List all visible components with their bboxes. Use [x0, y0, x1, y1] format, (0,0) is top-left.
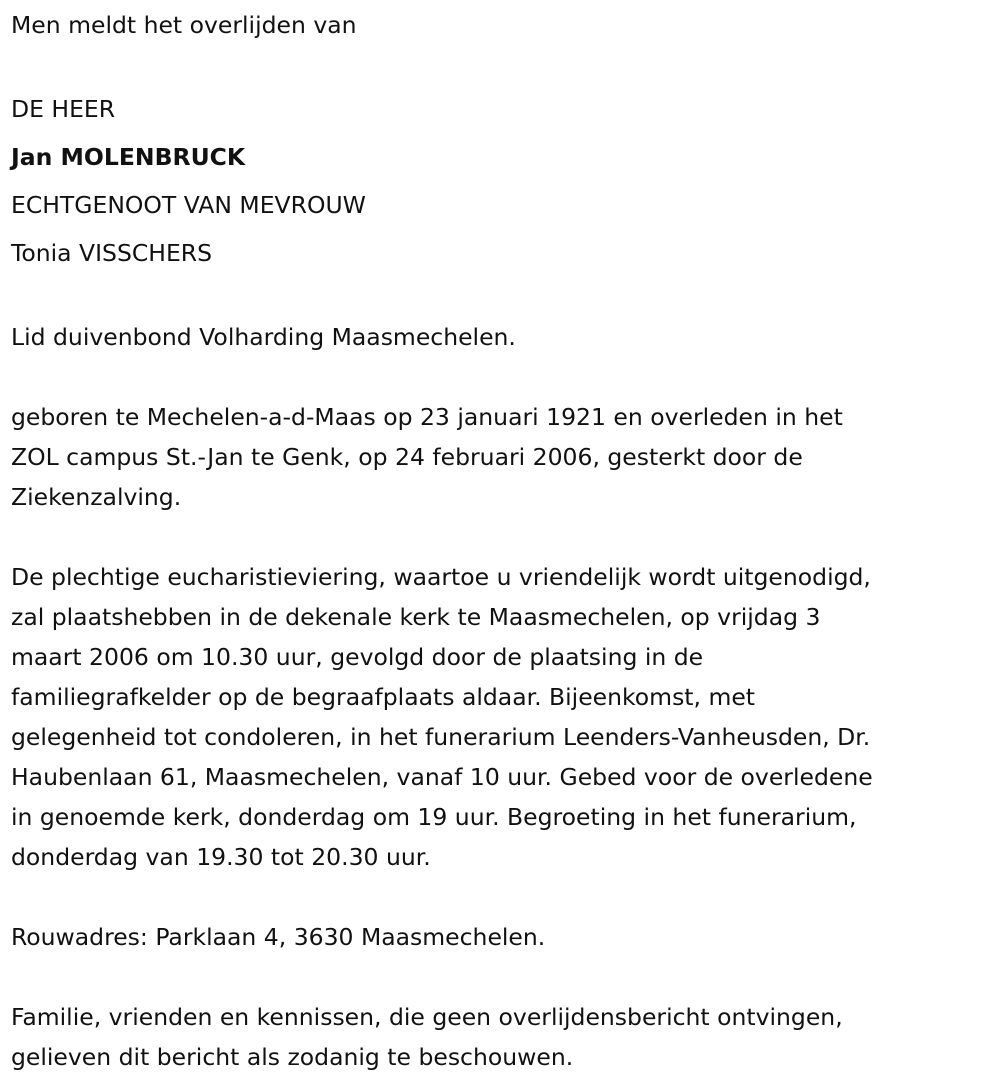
paragraph-line: ZOL campus St.-Jan te Genk, op 24 februari 2006, gesterkt door de [11, 443, 803, 471]
salutation: DE HEER [11, 95, 116, 123]
paragraph-line: donderdag van 19.30 tot 20.30 uur. [11, 843, 431, 871]
spacer [11, 277, 996, 317]
paragraph-line: in genoemde kerk, donderdag om 19 uur. Begroeting in het funerarium, [11, 803, 857, 831]
deceased-name: Jan MOLENBRUCK [11, 143, 246, 171]
spouse-label: ECHTGENOOT VAN MEVROUW [11, 191, 366, 219]
paragraph-line: zal plaatshebben in de dekenale kerk te Maasmechelen, op vrijdag 3 [11, 603, 821, 631]
paragraph-line: geboren te Mechelen-a-d-Maas op 23 januari 1921 en overleden in het [11, 403, 843, 431]
spouse-name: Tonia VISSCHERS [11, 239, 213, 267]
mourning-address: Rouwadres: Parklaan 4, 3630 Maasmechelen. [11, 923, 546, 951]
intro-text: Men meldt het overlijden van [11, 11, 357, 39]
spacer [11, 517, 996, 557]
paragraph-line: gelieven dit bericht als zodanig te beschouwen. [11, 1043, 574, 1071]
paragraph-line: familiegrafkelder op de begraafplaats aldaar. Bijeenkomst, met [11, 683, 756, 711]
spacer [11, 45, 996, 85]
ceremony-paragraph [11, 557, 996, 877]
paragraph-line: De plechtige eucharistieviering, waartoe u vriendelijk wordt uitgenodigd, [11, 563, 871, 591]
spacer [11, 357, 996, 397]
spacer [11, 877, 996, 917]
paragraph-line: gelegenheid tot condoleren, in het funerarium Leenders-Vanheusden, Dr. [11, 723, 871, 751]
death-notice [11, 5, 996, 1077]
paragraph-line: Ziekenzalving. [11, 483, 182, 511]
paragraph-line: Familie, vrienden en kennissen, die geen overlijdensbericht ontvingen, [11, 1003, 843, 1031]
birth-death-paragraph [11, 397, 996, 517]
membership-text: Lid duivenbond Volharding Maasmechelen. [11, 323, 516, 351]
paragraph-line: Haubenlaan 61, Maasmechelen, vanaf 10 uur. Gebed voor de overledene [11, 763, 873, 791]
paragraph-line: maart 2006 om 10.30 uur, gevolgd door de plaatsing in de [11, 643, 704, 671]
spacer [11, 957, 996, 997]
closing-paragraph [11, 997, 996, 1077]
